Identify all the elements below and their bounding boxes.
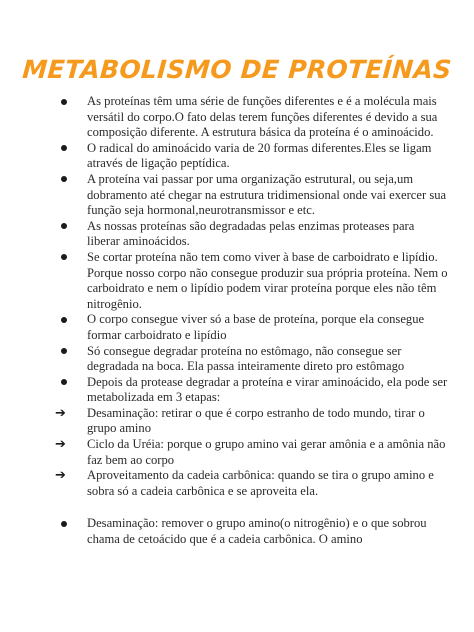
- bullet-icon: [61, 145, 67, 151]
- bullet-list-item: [70, 375, 450, 406]
- arrow-icon: ➔: [55, 405, 66, 421]
- arrow-list-item: [55, 437, 450, 468]
- item-text: As proteínas têm uma série de funções diferentes e é a molécula mais versátil do corpo.O fato delas terem funções diferentes é devido a sua composição diferente. A estrutura básica da proteína é o aminoácido.: [87, 94, 438, 140]
- bullet-list-item: [70, 516, 450, 547]
- item-text: A proteína vai passar por uma organização estrutural, ou seja,um dobramento até chegar na estrutura tridimensional onde vai exercer sua função seja hormonal,neurotransmissor e etc.: [87, 171, 447, 218]
- bullet-icon: [61, 176, 67, 182]
- item-text: Ciclo da Uréia: porque o grupo amino vai gerar amônia e a amônia não faz bem ao corpo: [87, 437, 446, 467]
- bullet-icon: [61, 521, 67, 527]
- item-text: Só consegue degradar proteína no estômago, não consegue ser degradada na boca. Ela passa inteiramente direto pro estômago: [87, 343, 405, 374]
- item-text: Desaminação: remover o grupo amino(o nitrogênio) e o que sobrou chama de cetoácido que é a cadeia carbônica. O amino: [87, 516, 427, 547]
- item-text: Depois da protease degradar a proteína e virar aminoácido, ela pode ser metabolizada em 3 etapas:: [87, 374, 448, 405]
- bullet-icon: [61, 348, 67, 354]
- bullet-icon: [61, 223, 67, 229]
- item-text: Desaminação: retirar o que é corpo estranho de todo mundo, tirar o grupo amino: [87, 405, 425, 436]
- bullet-list-item: [70, 344, 450, 375]
- arrow-list-item: [55, 405, 450, 437]
- bullet-icon: [61, 254, 67, 260]
- item-text: As nossas proteínas são degradadas pelas enzimas proteases para liberar aminoácidos.: [87, 218, 415, 249]
- item-text: Aproveitamento da cadeia carbônica: quando se tira o grupo amino e sobra só a cadeia carbônica e se aproveita ela.: [87, 468, 434, 498]
- bullet-list: [55, 94, 450, 548]
- item-text: O corpo consegue viver só a base de proteína, porque ela consegue formar carboidrato e lipídio: [87, 312, 425, 342]
- bullet-list-item: [70, 172, 450, 219]
- arrow-icon: ➔: [55, 437, 66, 453]
- bullet-list-item: [70, 94, 450, 141]
- bullet-list-item: [70, 312, 450, 343]
- paragraph-spacer: [70, 499, 450, 516]
- bullet-list-item: [70, 250, 450, 312]
- item-text: Se cortar proteína não tem como viver à base de carboidrato e lipídio. Porque nosso corpo não consegue produzir sua própria proteína. Nem o carboidrato e nem o lipídio podem virar proteína porque eles não têm nitrogênio.: [87, 249, 448, 311]
- arrow-icon: ➔: [55, 468, 66, 484]
- bullet-icon: [61, 379, 67, 385]
- item-text: O radical do aminoácido varia de 20 formas diferentes.Eles se ligam através de ligação peptídica.: [87, 140, 432, 171]
- arrow-list-item: [55, 468, 450, 499]
- page-title: METABOLISMO DE PROTEÍNAS: [21, 55, 453, 84]
- bullet-icon: [61, 317, 67, 323]
- bullet-list-item: [70, 219, 450, 250]
- bullet-icon: [61, 99, 67, 105]
- bullet-list-item: [70, 141, 450, 172]
